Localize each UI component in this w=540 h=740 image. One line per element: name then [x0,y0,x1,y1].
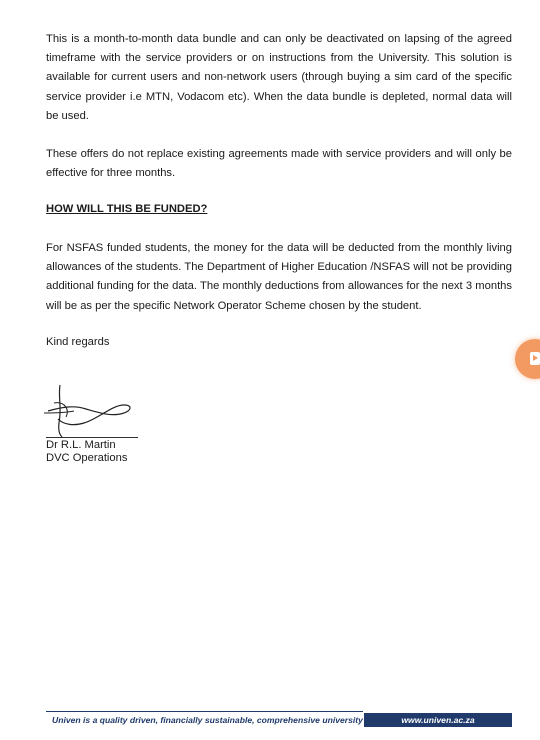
paragraph-bundle-info: This is a month-to-month data bundle and can only be deactivated on lapsing of the agreed timeframe with the service providers or on instructions from the University. This solution is available for current users and non-network users (through buying a sim card of the specific service provider i.e MTN, Vodacom etc). When the data bundle is depleted, normal data will be used. [46,33,512,122]
section-heading-funding: HOW WILL THIS BE FUNDED? [46,203,208,215]
play-icon [530,352,540,365]
signer-name: Dr R.L. Martin [46,439,116,451]
closing-text: Kind regards [46,336,110,348]
footer-divider [46,711,363,712]
handwritten-signature [40,383,150,439]
paragraph-funding: For NSFAS funded students, the money for the data will be deducted from the monthly living allowances of the students. The Department of Higher Education /NSFAS will not be providing additional funding for the data. The monthly deductions from allowances for the next 3 months will be as per the specific Network Operator Scheme chosen by the student. [46,242,512,312]
signature-line [46,437,138,438]
footer-website: www.univen.ac.za [364,713,512,727]
paragraph-offer-validity: These offers do not replace existing agreements made with service providers and will only be effective for three months. [46,148,512,180]
signer-title: DVC Operations [46,452,128,464]
floating-media-button[interactable] [515,339,540,379]
footer-tagline: Univen is a quality driven, financially sustainable, comprehensive university [52,715,363,725]
